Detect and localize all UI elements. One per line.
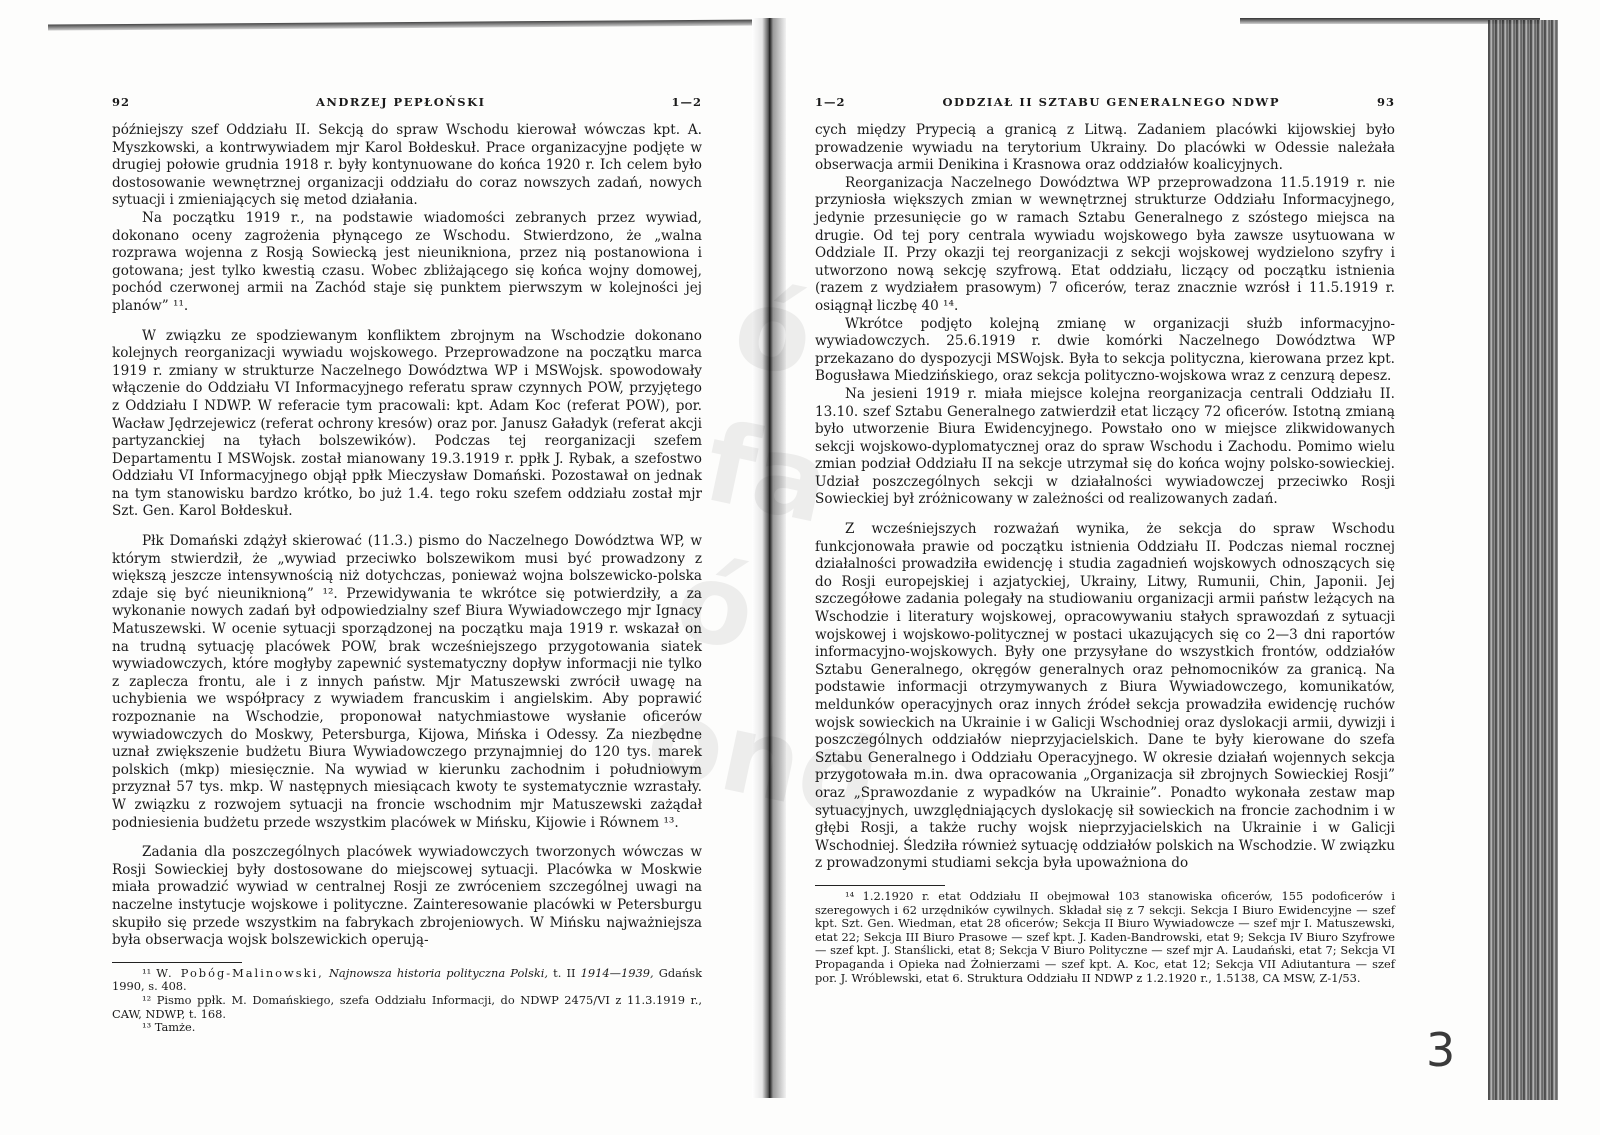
handwritten-number: 3: [1426, 1023, 1456, 1072]
paragraph: Wkrótce podjęto kolejną zmianę w organizacji służb informacyjno-wywiadowczych. 25.6.1919 r. dwie komórki Naczelnego Dowództwa WP przekazano do dyspozycji MSWojsk. Była to sekcja polityczna, kierowana przez kpt. Bogusława Miedzińskiego, oraz sekcja polityczno-wojskowa wraz z cenzurą depesz.: [815, 315, 1395, 385]
right-page: [815, 82, 1395, 985]
left-page-number: 92: [112, 95, 131, 109]
footnote-13: ¹³ Tamże.: [142, 1020, 196, 1035]
paragraph: Z wcześniejszych rozważań wynika, że sekcja do spraw Wschodu funkcjonowała prawie od początku istnienia Oddziału II. Podczas niemal rocznej działalności prowadziła ewidencję i studia zagadnień wojskowych odnoszących się do Rosji europejskiej i azjatyckiej, Ukrainy, Litwy, Rumunii, Chin, Japonii. Jej szczegółowe zadania polegały na studiowaniu organizacji armii państw leżących na Wschodzie i literatury wojskowej, opracowywaniu stałych sprawozdań z sytuacji wojskowej i wojskowo-politycznej w postaci ukazujących się co 2—3 dni raportów informacyjno-wojskowych. Były one przysyłane do wszystkich frontów, oddziałów Sztabu Generalnego, okręgów generalnych oraz pełnomocników za granicą. Na podstawie informacji otrzymywanych z Biura Wywiadowczego, komunikatów, meldunków operacyjnych oraz innych źródeł sekcja prowadziła ewidencję ruchów wojsk sowieckich na Ukrainie i w Galicji Wschodniej oraz dyslokacji armii, dywizji i poszczególnych oddziałów nieprzyjacielskich. Dane te były kierowane do szefa Sztabu Generalnego i Oddziału Operacyjnego. W okresie działań wojennych sekcja przygotowała m.in. dwa opracowania „Organizacja sił zbrojnych Sowieckiej Rosji” oraz „Sprawozdanie z wypadków na Ukrainie”. Ponadto wykonała zestaw map sytuacyjnych, uwzględniających dyslokację sił sowieckich na froncie zachodnim i w głębi Rosji, a także ruchy wojsk nieprzyjacielskich na Ukrainie i w Galicji Wschodniej. Śledziła również sytuację oddziałów polskich na Wschodzie. W związku z prowadzonymi studiami sekcja była upoważniona do: [815, 521, 1395, 872]
right-running-head: [815, 82, 1395, 122]
left-running-title: ANDRZEJ PEPŁOŃSKI: [315, 95, 486, 109]
left-running-head: [112, 82, 702, 122]
left-body-text: [112, 122, 702, 950]
paragraph: Płk Domański zdążył skierować (11.3.) pismo do Naczelnego Dowództwa WP, w którym stwierdził, że „wywiad przeciwko bolszewikom musi być prowadzony z większą jeszcze intensywnością niż dotychczas, ponieważ wojna bolszewicko-polska zdaje się być nieuniknioną” ¹². Przewidywania te wkrótce się potwierdziły, a za wykonanie nowych zadań był odpowiedzialny szef Biura Wywiadowczego mjr Ignacy Matuszewski. W ocenie sytuacji sporządzonej na początku maja 1919 r. wskazał on na trudną sytuację placówek POW, brak wcześniejszego przygotowania siatek wywiadowczych, które mogłyby zapewnić systematyczny dopływ informacji nie tylko z zaplecza frontu, ale i z innych państw. Mjr Matuszewski zwrócił uwagę na uchybienia we współpracy z wywiadem francuskim i angielskim. Aby poprawić rozpoznanie na Wschodzie, proponował natychmiastowe wysłanie oficerów wywiadowczych do Moskwy, Petersburga, Kijowa, Mińska i Odessy. Za niezbędne uznał zwiększenie budżetu Biura Wywiadowczego przynajmniej do 120 tys. marek polskich (mkp) miesięcznie. Na wywiad w kierunku zachodnim i południowym przyznał 57 tys. mkp. W następnych miesiącach kwoty te systematycznie wzrastały. W związku z rozwojem sytuacji na froncie wschodnim mjr Matuszewski zażądał podniesienia budżetu przede wszystkim placówek w Mińsku, Kijowie i Równem ¹³.: [112, 533, 702, 831]
book-spine-shadow: [752, 18, 786, 1098]
right-issue-number: 1—2: [815, 95, 846, 109]
footnote-rule: [112, 962, 242, 963]
right-body-text: [815, 122, 1395, 873]
handwritten-mark: [1422, 1022, 1466, 1072]
left-issue-number: 1—2: [671, 95, 702, 109]
paragraph: Reorganizacja Naczelnego Dowództwa WP przeprowadzona 11.5.1919 r. nie przyniosła większych zmian w wewnętrznej strukturze Oddziału Informacyjnego, jedynie przesunięcie go w ramach Sztabu Generalnego z szóstego miejsca na drugie. Od tej pory centrala wywiadu wojskowego była zawsze usytuowana w Oddziale II. Przy okazji tej reorganizacji z sekcji wojskowej wydzielono szyfry i utworzono nową sekcję szyfrową. Etat oddziału, liczący od początku istnienia (razem z wydziałem prasowym) 7 oficerów, teraz znacznie wzrósł i 11.5.1919 r. osiągnął liczbę 40 ¹⁴.: [815, 174, 1395, 314]
paragraph: późniejszy szef Oddziału II. Sekcją do spraw Wschodu kierował wówczas kpt. A. Myszkowski, a kontrwywiadem mjr Karol Bołdeskuł. Prace organizacyjne podjęte w drugiej połowie grudnia 1918 r. były kontynuowane do końca 1920 r. Ich celem było dostosowanie wewnętrznej organizacji oddziału do coraz nowszych zadań, nowych sytuacji i zmieniających się metod działania.: [112, 122, 702, 209]
paragraph: W związku ze spodziewanym konfliktem zbrojnym na Wschodzie dokonano kolejnych reorganizacji wywiadu wojskowego. Przeprowadzone na początku marca 1919 r. zmiany w strukturze Naczelnego Dowództwa WP i MSWojsk. spowodowały włączenie do Oddziału VI Informacyjnego referatu spraw czynnych POW, przyjętego z Oddziału I NDWP. W referacie tym pracowali: kpt. Adam Koc (referat POW), por. Wacław Jędrzejewicz (referat ochrony kresów) oraz por. Janusz Gaładyk (referat akcji partyzanckiej na tyłach bolszewików). Podczas tej reorganizacji szefem Departamentu I MSWojsk. został mianowany 19.3.1919 r. ppłk J. Rybak, a szefostwo Oddziału VI Informacyjnego objął ppłk Mieczysław Domański. Pozostawał on jednak na tym stanowisku bardzo krótko, bo już 1.4. tego roku szefem oddziału został mjr Szt. Gen. Karol Bołdeskuł.: [112, 327, 702, 520]
left-footnotes: [112, 967, 702, 1035]
paragraph: cych między Prypecią a granicą z Litwą. Zadaniem placówki kijowskiej było prowadzenie wywiadu na terytorium Ukrainy. Do placówki w Odessie należała obserwacja armii Denikina i Krasnowa oraz oddziałów koalicyjnych.: [815, 122, 1395, 174]
paragraph: Zadania dla poszczególnych placówek wywiadowczych tworzonych wówczas w Rosji Sowieckiej były dostosowane do miejscowej sytuacji. Placówka w Moskwie miała prowadzić wywiad w centralnej Rosji ze zwróceniem szczególnej uwagi na naczelne instytucje wojskowe i polityczne. Zainteresowanie placówki w Petersburgu skupiło się przede wszystkim na fabrykach zbrojeniowych. W Mińsku najważniejsza była obserwacja wojsk bolszewickich operują-: [112, 844, 702, 949]
paragraph: Na początku 1919 r., na podstawie wiadomości zebranych przez wywiad, dokonano oceny zagrożenia płynącego ze Wschodu. Stwierdzono, że „walna rozprawa wojenna z Rosją Sowiecką jest nieunikniona, przez nią postanowiona i gotowana; jest tylko kwestią czasu. Wobec zbliżającego się końca wojny domowej, pochód czerwonej armii na Zachód staje się punktem pierwszym w kolejności jej planów” ¹¹.: [112, 209, 702, 314]
right-running-title: ODDZIAŁ II SZTABU GENERALNEGO NDWP: [942, 95, 1280, 109]
left-page: [112, 82, 702, 1035]
footnote-14: ¹⁴ 1.2.1920 r. etat Oddziału II obejmował 103 stanowiska oficerów, 155 podoficerów i szeregowych i 62 urzędników cywilnych. Składał się z 7 sekcji. Sekcja I Biuro Ewidencyjne — szef kpt. Szt. Gen. Wiedman, etat 28 oficerów; Sekcja II Biuro Wywiadowcze — szef mjr I. Matuszewski, etat 22; Sekcja III Biuro Prasowe — szef kpt. J. Kaden-Bandrowski, etat 9; Sekcja IV Biuro Szyfrowe — szef kpt. J. Stanślicki, etat 8; Sekcja V Biuro Polityczne — szef mjr A. Laudański, etat 7; Sekcja VI Propaganda i Opieka nad Żołnierzami — szef kpt. A. Koc, etat 12; Sekcja VII Adiutantura — szef por. J. Wróblewski, etat 6. Struktura Oddziału II NDWP z 1.2.1920 r., 1.5138, CA MSW, Z-1/53.: [815, 888, 1395, 985]
right-page-number: 93: [1376, 95, 1395, 109]
footnote-rule: [815, 885, 945, 886]
footnote-12: ¹² Pismo ppłk. M. Domańskiego, szefa Oddziału Informacji, do NDWP 2475/VI z 11.3.1919 r., CAW, NDWP, t. 168.: [112, 992, 702, 1021]
left-page-top-edge: [48, 19, 770, 30]
faint-stamp-watermark: ó: [665, 534, 766, 676]
paragraph: Na jesieni 1919 r. miała miejsce kolejna reorganizacja centrali Oddziału II. 13.10. szef Sztabu Generalnego zatwierdził etat liczący 72 oficerów. Istotną zmianą było utworzenie Biura Ewidencyjnego. Powstało ono w miejsce zlikwidowanych sekcji wojskowo-dyplomatycznej oraz do spraw Wschodu i Zachodu. Pomimo wielu zmian podział Oddziału II na sekcje utrzymał się do końca wojny polsko-sowieckiej. Udział poszczególnych sekcji w działalności wywiadowczej przeciwko Rosji Sowieckiej był zróżnicowany w zależności od realizowanych zadań.: [815, 385, 1395, 508]
right-page-edge-stack: [1488, 20, 1558, 1100]
right-footnotes: [815, 890, 1395, 985]
footnote-11: ¹¹ W. Pobóg-Malinowski, Najnowsza historia polityczna Polski, t. II 1914—1939, Gdańsk 1990, s. 408.: [112, 965, 703, 994]
